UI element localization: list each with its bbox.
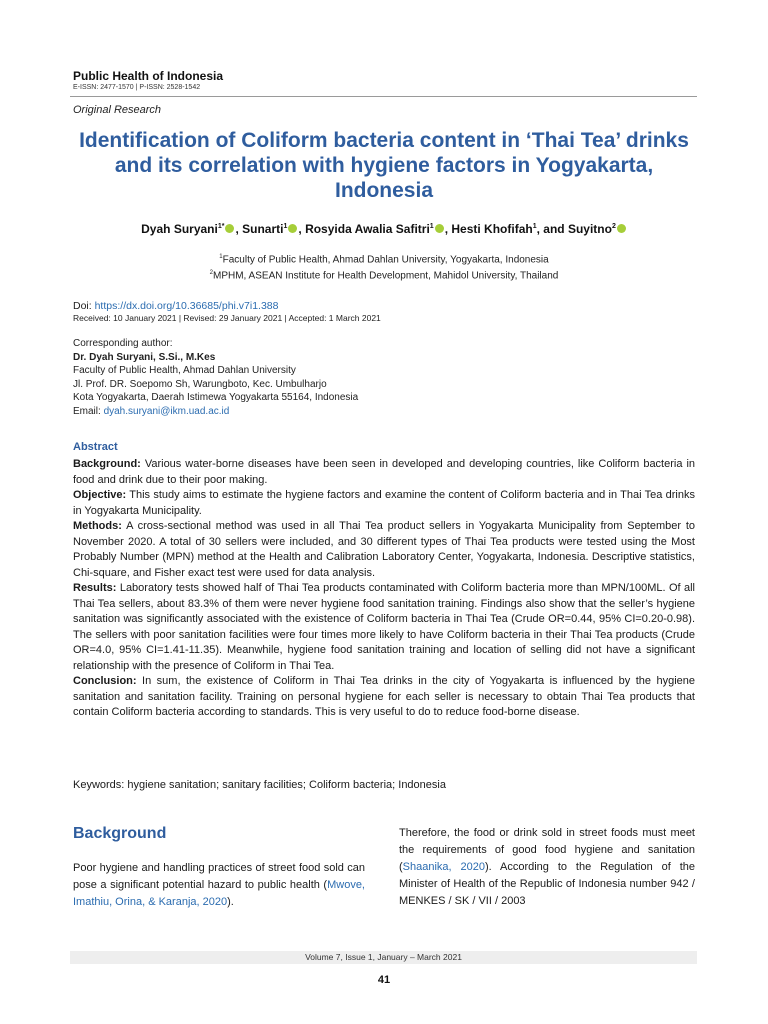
author-sup: 1* [217,223,225,230]
abstract-label: Background: [73,458,141,470]
author-name: Hesti Khofifah [451,222,533,236]
corresponding-email-line [73,405,358,419]
paragraph-text: ). [227,896,234,908]
doi-link[interactable]: https://dx.doi.org/10.36685/phi.v7i1.388 [94,300,279,312]
article-type: Original Research [73,104,162,116]
affiliation-text: Faculty of Public Health, Ahmad Dahlan University, Yogyakarta, Indonesia [222,254,549,266]
paragraph-text: Therefore, the food or drink sold in street foods must meet the requirements of good food hygiene and sanitation ( [399,827,695,873]
email-label: Email: [73,405,104,417]
abstract-heading: Abstract [73,441,118,453]
doi-line [73,300,278,312]
journal-name: Public Health of Indonesia [73,69,224,83]
abstract-label: Conclusion: [73,675,137,687]
affiliation-sup: 1 [219,254,223,260]
paragraph-text: Poor hygiene and handling practices of street food sold can pose a significant potential hazard to public health ( [73,862,365,891]
author-separator: , [235,222,243,236]
author-sup: 1 [532,223,537,230]
abstract-text: This study aims to estimate the hygiene factors and examine the content of Coliform bacteria and in Thai Tea drinks in Yogyakarta Municipality. [73,489,695,517]
header-divider [70,96,697,97]
abstract-text: In sum, the existence of Coliform in Thai Tea drinks in the city of Yogyakarta is influenced by the hygiene sanitation and sanitation facility. Training on personal hygiene for each seller is necessary to obtain Thai Tea products that contain Coliform bacteria according to standards. This is very useful to do to reduce food-borne disease. [73,675,695,718]
keywords-line: Keywords: hygiene sanitation; sanitary facilities; Coliform bacteria; Indonesia [73,779,446,791]
background-paragraph-right [399,825,695,910]
abstract-results [73,581,695,674]
abstract-label: Methods: [73,520,122,532]
corresponding-name: Dr. Dyah Suryani, S.Si., M.Kes [73,351,216,363]
corresponding-address-line: Jl. Prof. DR. Soepomo Sh, Warungboto, Kec. Umbulharjo [73,378,327,390]
body-column-right [399,825,695,910]
page-number: 41 [377,974,391,986]
author-sup: 2 [611,223,616,230]
abstract-body [73,457,695,721]
abstract-label: Results: [73,582,117,594]
body-column-left [73,825,365,911]
author-separator: , [444,222,452,236]
article-title: Identification of Coliform bacteria content in ‘Thai Tea’ drinks and its correlation with hygiene factors in Yogyakarta, Indonesia [79,129,689,202]
author-separator: , [298,222,306,236]
affiliation-1 [70,254,698,265]
orcid-icon[interactable] [288,224,297,233]
author-separator: , and [536,222,568,236]
paragraph-text: ). According to the Regulation of the Minister of Health of the Republic of Indonesia number 942 / MENKES / SK / VII / 2003 [399,861,696,907]
affiliation-text: MPHM, ASEAN Institute for Health Development, Mahidol University, Thailand [213,270,559,282]
email-link[interactable]: dyah.suryani@ikm.uad.ac.id [103,405,230,417]
publication-dates: Received: 10 January 2021 | Revised: 29 January 2021 | Accepted: 1 March 2021 [73,313,381,323]
abstract-text: A cross-sectional method was used in all Thai Tea product sellers in Yogyakarta Municipality from September to November 2020. A total of 30 sellers were included, and 30 different types of Thai Tea products were tested using the Most Probably Number (MPN) method at the Health and Calibration Laboratory Center, Yogyakarta, Indonesia. Descriptive statistics, Chi-square, and Fisher exact test were used for data analysis. [73,520,695,579]
orcid-icon[interactable] [435,224,444,233]
corresponding-author-block [73,337,358,418]
orcid-icon[interactable] [225,224,234,233]
abstract-label: Objective: [73,489,127,501]
corresponding-address-line: Faculty of Public Health, Ahmad Dahlan University [73,365,296,376]
abstract-conclusion [73,674,695,721]
affiliation-2 [70,270,698,281]
author-sup: 1 [283,223,288,230]
abstract-background [73,457,695,488]
abstract-text: Various water-borne diseases have been seen in developed and developing countries, like Coliform bacteria in food and drink due to their poor making. [73,458,695,486]
abstract-text: Laboratory tests showed half of Thai Tea products contaminated with Coliform bacteria more than MPN/100ML. Of all Thai Tea sellers, about 83.3% of them were never hygiene food sanitation training. Findings also show that the seller’s hygiene sanitation was significantly associated with the existence of Coliform bacteria in Thai Tea (Crude OR=0.44, 95% CI=0.20-0.98). The sellers with poor sanitation facilities were four times more likely to have Coliform bacteria in their Thai Tea products (Crude OR=4.0, 95% CI=1.41-11.35). Meanwhile, hygiene food sanitation training and location of selling did not have a significant relationship with the presence of Coliform in Thai Tea. [73,582,695,672]
author-name: Sunarti [242,222,284,236]
abstract-objective [73,488,695,519]
citation-link[interactable]: Mwove, Imathiu, Orina, & Karanja, 2020 [73,879,365,908]
affiliation-sup: 2 [209,270,213,276]
corresponding-label: Corresponding author: [73,338,173,349]
author-sup: 1 [429,223,434,230]
author-name: Rosyida Awalia Safitri [305,222,430,236]
footer-volume-band: Volume 7, Issue 1, January – March 2021 [70,951,697,964]
author-name: Suyitno [567,222,612,236]
orcid-icon[interactable] [617,224,626,233]
doi-label: Doi: [73,300,95,312]
corresponding-address-line: Kota Yogyakarta, Daerah Istimewa Yogyakarta 55164, Indonesia [73,392,359,403]
issn-line: E-ISSN: 2477-1570 | P-ISSN: 2528-1542 [73,84,201,91]
abstract-methods [73,519,695,581]
author-list [70,222,698,236]
author-name: Dyah Suryani [141,222,218,236]
background-heading: Background [73,825,167,842]
background-paragraph-left [73,860,365,911]
citation-link[interactable]: Shaanika, 2020 [402,861,485,873]
